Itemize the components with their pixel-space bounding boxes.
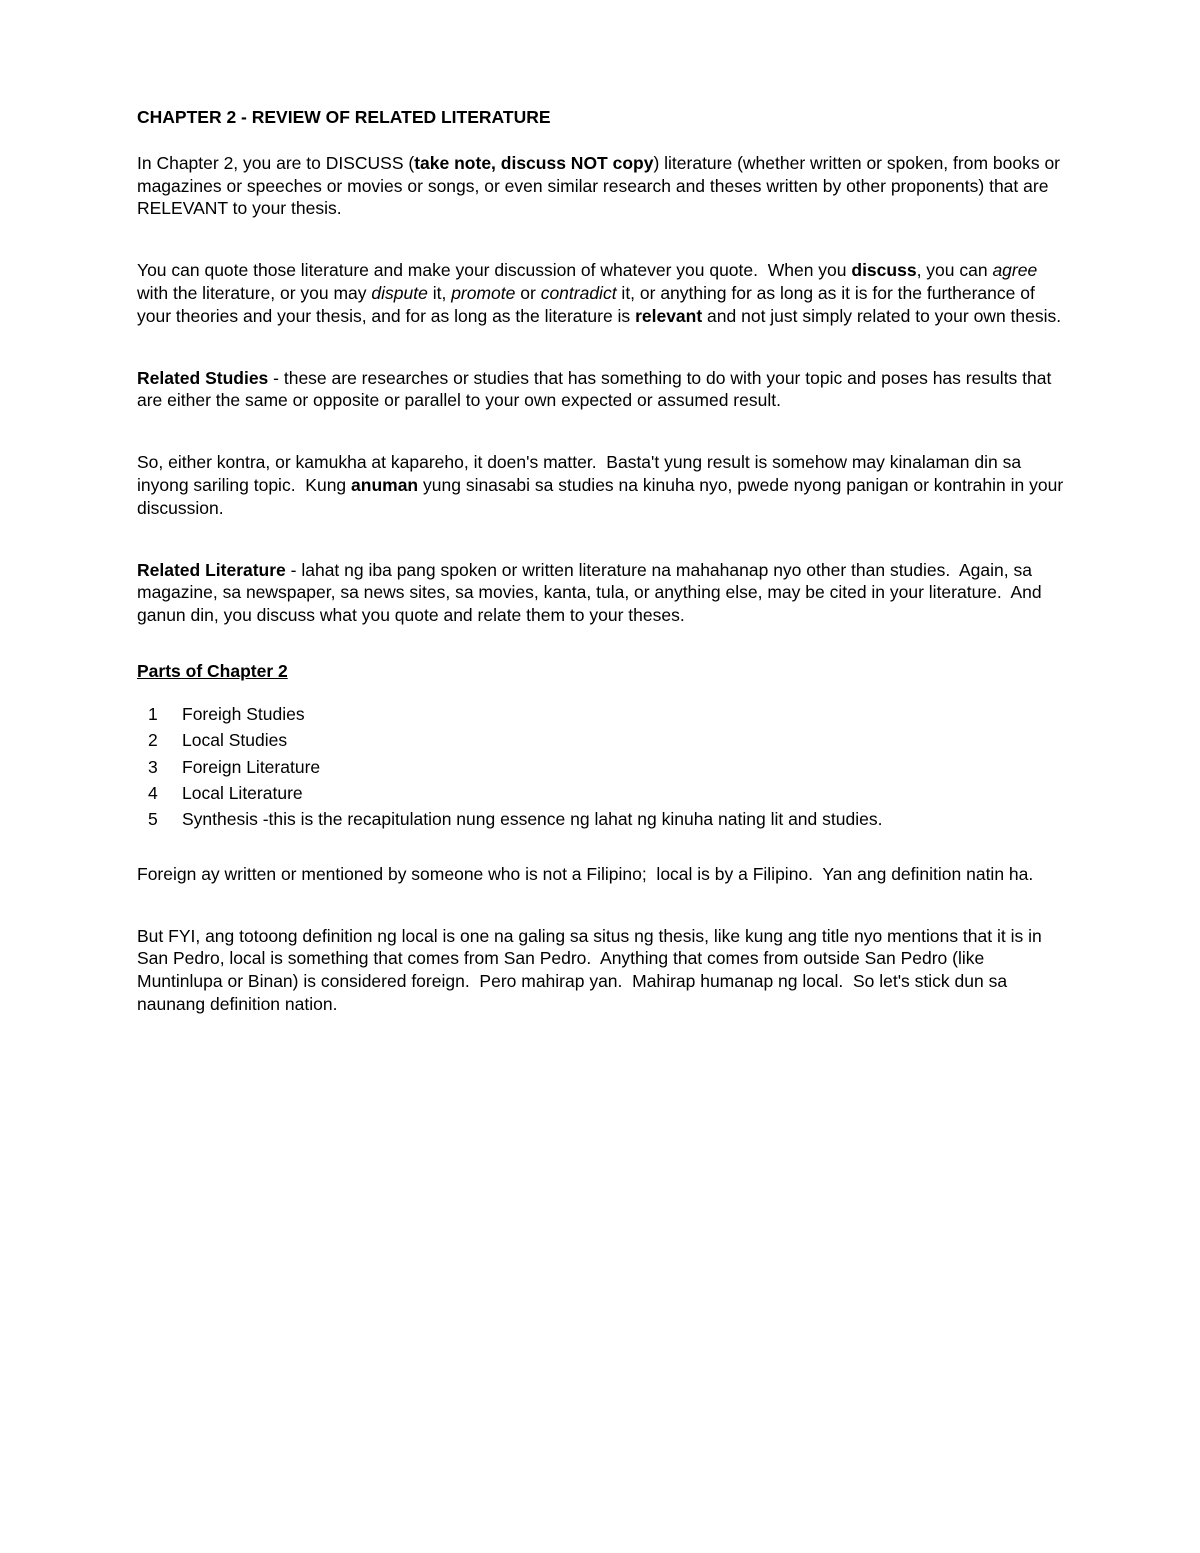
text-run: - lahat ng iba pang spoken or written literature na mahahanap nyo other than studies. Again, sa magazine, sa newspaper, sa news sites, sa movies, kanta, tula, or anything else, may be cited in your literature. And ganun din, you discuss what you quote and relate them to your theses.: [137, 559, 1047, 626]
text-run: - these are researches or studies that has something to do with your topic and poses has results that are either the same or opposite or parallel to your own expected or assumed result.: [137, 367, 1057, 411]
kontra-paragraph: [137, 451, 1067, 519]
text-run: or: [515, 282, 541, 303]
italic-text: agree: [992, 260, 1038, 281]
italic-text: promote: [451, 282, 516, 303]
list-text: Foreign Literature: [182, 756, 321, 777]
text-run: In Chapter 2, you are to DISCUSS (: [137, 152, 415, 173]
list-item: [137, 754, 1067, 780]
foreign-definition-paragraph: Foreign ay written or mentioned by someone who is not a Filipino; local is by a Filipino. Yan ang definition natin ha.: [137, 863, 1034, 884]
text-run: it,: [427, 282, 452, 303]
text-run: You can quote those literature and make your discussion of whatever you quote. When you: [137, 260, 852, 281]
italic-text: contradict: [540, 282, 617, 303]
text-run: and not just simply related to your own thesis.: [702, 305, 1062, 326]
text-run: , you can: [916, 260, 993, 281]
parts-heading: Parts of Chapter 2: [137, 660, 288, 681]
quote-paragraph: [137, 259, 1067, 327]
text-run: with the literature, or you may: [137, 260, 1043, 303]
text-run: yung sinasabi sa studies na kinuha nyo, pwede nyong panigan or kontrahin in your discussion.: [137, 474, 1069, 518]
list-number: 1: [148, 703, 158, 724]
bold-text: Related Literature: [137, 559, 286, 580]
list-item: [137, 780, 1067, 806]
bold-text: discuss: [851, 260, 917, 281]
related-studies-paragraph: [137, 367, 1067, 413]
list-item: [137, 806, 1067, 832]
text-run: it, or anything for as long as it is for the furtherance of your theories and your thesis, and for as long as the literature is: [137, 282, 1040, 326]
text-run: ) literature (whether written or spoken, from books or magazines or speeches or movies or songs, or even similar research and theses written by other proponents) that are RELEVANT to your thesis.: [137, 152, 1065, 219]
list-number: 3: [148, 756, 158, 777]
fyi-paragraph: But FYI, ang totoong definition ng local is one na galing sa situs ng thesis, like kung ang title nyo mentions that it is in San Pedro, local is something that comes from San Pedro. Anything that comes from outside San Pedro (like Muntinlupa or Binan) is considered foreign. Pero mahirap yan. Mahirap humanap ng local. So let's stick dun sa naunang definition nation.: [137, 925, 1047, 1014]
bold-text: relevant: [635, 305, 703, 326]
text-run: So, either kontra, or kamukha at kapareho, it doen's matter. Basta't yung result is somehow may kinalaman din sa inyong sariling topic. Kung: [137, 452, 1026, 495]
bold-text: anuman: [351, 474, 419, 495]
document-page: [137, 106, 1067, 1055]
bold-text: take note, discuss NOT copy: [414, 152, 654, 173]
list-number: 5: [148, 809, 158, 830]
related-literature-paragraph: [137, 559, 1067, 627]
intro-paragraph: [137, 152, 1067, 220]
list-text: Local Studies: [182, 730, 288, 751]
list-number: 4: [148, 782, 158, 803]
list-item: [137, 701, 1067, 727]
list-text: Synthesis -this is the recapitulation nung essence ng lahat ng kinuha nating lit and studies.: [182, 809, 883, 830]
list-number: 2: [148, 730, 158, 751]
bold-text: Related Studies: [137, 367, 269, 388]
list-item: [137, 727, 1067, 753]
parts-list: [137, 701, 1067, 833]
italic-text: dispute: [371, 282, 428, 303]
list-text: Foreigh Studies: [182, 703, 305, 724]
list-text: Local Literature: [182, 782, 303, 803]
chapter-title: CHAPTER 2 - REVIEW OF RELATED LITERATURE: [137, 107, 551, 127]
